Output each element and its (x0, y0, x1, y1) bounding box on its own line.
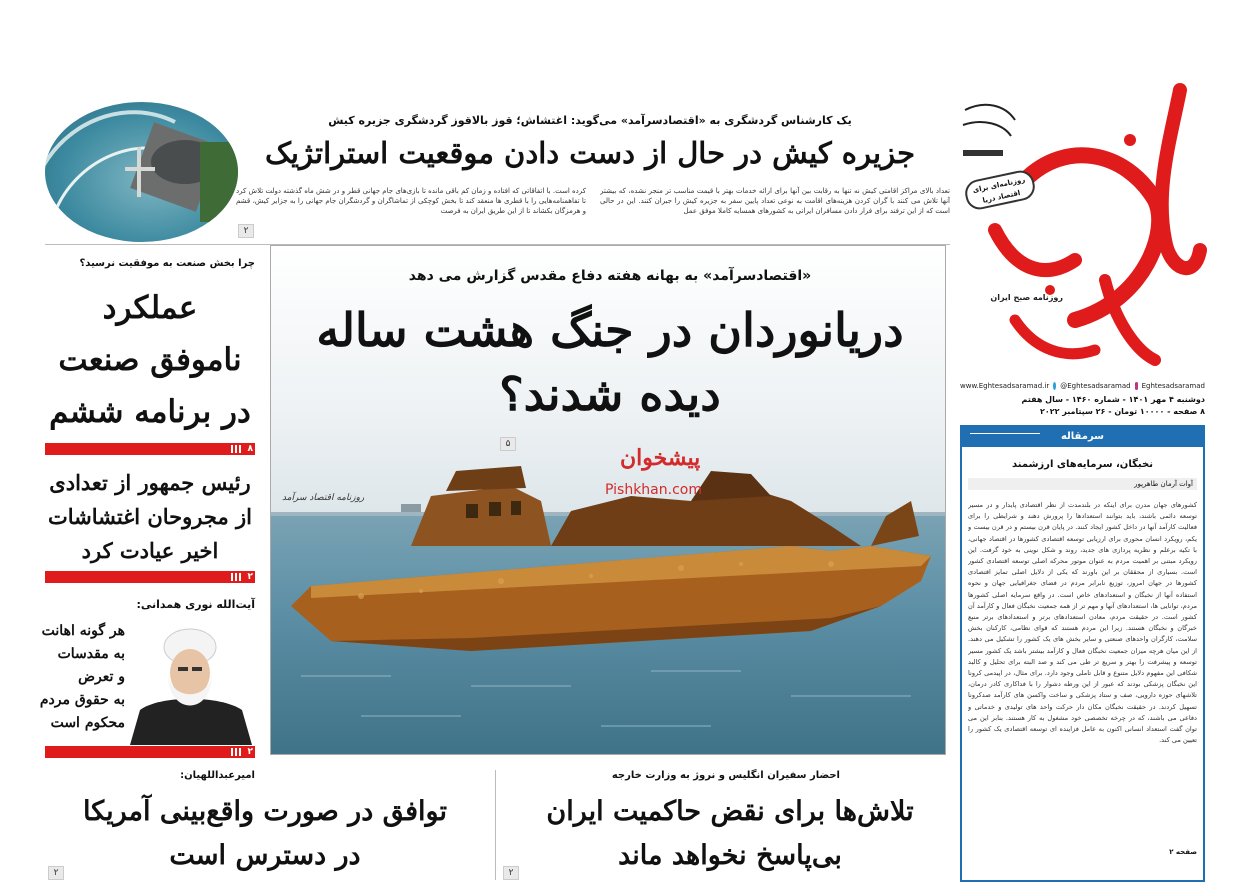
watermark-en: Pishkhan.com (605, 482, 702, 498)
s2-headline-line: رئیس جمهور از تعدادی (49, 470, 251, 495)
issue-line-1: دوشنبه ۴ مهر ۱۴۰۱ - شماره ۱۴۶۰ - سال هفتم (1021, 395, 1205, 404)
s1-headline[interactable] (45, 282, 255, 438)
s3-redbar (45, 746, 255, 758)
bottom-divider (495, 770, 496, 880)
telegram-icon (1053, 382, 1056, 390)
editorial-continues[interactable]: صفحه ۲ (1169, 848, 1197, 856)
instagram-handle[interactable]: Eghtesadsaramad (1141, 382, 1205, 390)
s1-headline-line: در برنامه ششم (49, 394, 251, 430)
issue-line-2: ۸ صفحه - ۱۰۰۰۰ تومان - ۲۶ سپتامبر ۲۰۲۲ (1039, 407, 1205, 416)
watermark-fa: پیشخوان (620, 445, 701, 471)
masthead-subtitle: روزنامه صبح ایران (990, 293, 1063, 302)
s1-redbar (45, 443, 255, 455)
kish-page-number[interactable]: ۲ (238, 224, 254, 238)
social-row (960, 380, 1205, 392)
s3-headline[interactable] (39, 620, 125, 735)
s3-portrait (130, 615, 252, 745)
s3-kicker: آیت‌الله نوری همدانی: (136, 598, 255, 611)
instagram-icon (1135, 382, 1138, 390)
website-link[interactable]: www.Eghtesadsaramad.ir (960, 382, 1050, 390)
s1-kicker: چرا بخش صنعت به موفقیت نرسید؟ (79, 258, 255, 269)
s3-headline-line: هر گونه اهانت (41, 623, 125, 639)
s2-page[interactable]: ۲ (247, 572, 253, 582)
s3-headline-line: به حقوق مردم (39, 692, 125, 708)
s2-headline-line: از مجروحان اغتشاشات (48, 504, 252, 529)
s3-page[interactable]: ۲ (247, 747, 253, 757)
s2-redbar (45, 571, 255, 583)
telegram-handle[interactable]: @Eghtesadsaramad (1060, 382, 1131, 390)
main-headline-line-1[interactable]: دریانوردان در جنگ هشت ساله (316, 303, 904, 357)
kish-col-1: تعداد بالای مراکز اقامتی کیش نه تنها به رقابت بین آنها برای ارائه خدمات بهتر با قیمت مناسب تر منجر نشده، که بیشتر آنها تلاش می کنند با گران کردن هزینه‌های اقامت به نوعی تعداد پایین سفر به جزیره کیش را جبران کنند. این در حالی است که از این ترفند برای فرار دادن مسافران ایرانی به کشورهای همسایه کاملا موفق عمل (600, 187, 950, 215)
editorial-body: کشورهای جهان مدرن برای اینکه در بلندمدت از نظر اقتصادی پایدار و در مسیر توسعه دائمی باشند، باید بتوانند استعدادها را پرورش دهند و شرایطی را برای فعالیت کارآمد آنها در داخل کشور ایجاد کنند. در پایان قرن بیستم و در قرن بیست و یکم، رویکرد انسان محوری برای ارزیابی توسعه اقتصادی کشورها در اقتصاد جهانی، با تکیه برعلم و نظریه پردازی های جدید، روند و شکل نوینی به خود گرفت. این رویکرد مبتنی بر اهمیت مردم به عنوان موتور محرکه اصلی توسعه اقتصادی کشور است. بسیاری از محققان بر این باورند که یکی از دلایل اصلی تمایز اقتصادی کشورها در جهان امروز، توزیع نابرابر مردم در فضای جغرافیایی جهان و نحوه استفاده آنها از نخبگان و استعدادهای خاص است. در واقع سرمایه اصلی کشورها مردم، توانایی ها، استعدادهای آنها و مهم تر از همه جمعیت نخبگان فعال و کارآمد آن کشور است. در حقیقت مردم، معادن استعدادهای برتر و استعدادهای برتر منبع خبرگان و نخبگان هستند. زیرا این مردم هستند که قوای نظامی، کارکنان بخش سلامت، کارگران واحدهای صنعتی و سایر بخش های یک کشور را تشکیل می دهند. از این میان هرچه میزان جمعیت نخبگان فعال و کارآمد بیشتر باشد یک کشور مسیر توسعه و پیشرفت را بهتر و سریع تر طی می کند و صد البته برای تحلیل و کالبد شکافی این مفهوم دلایل متنوع و قابل تاملی وجود دارد. برای مثال، در اپیدمی کرونا این نخبگان پزشکی بودند که عبور از این ورطه دشوار را با فداکاری کادر درمان، تلاشهای حوزه دارویی، صف و ستاد پزشکی و ساخت واکسن های کارآمد صدکرونا تسهیل کردند. در حقیقت نخبگان مکان دار حرکت واحد های تولیدی و خدماتی و دفاعی می باشند، که در چرخه تخصصی خود مشغول به کار هستند. بنابر این می توان گفت استعداد انسانی اکنون به عامل فزاینده ای توسعه اقتصادی یک کشور را تعیین می کند. (968, 501, 1197, 745)
s1-headline-line: عملکرد (102, 290, 198, 326)
s3-headline-line: محکوم است (50, 715, 125, 731)
masthead (955, 80, 1210, 390)
kish-supertitle: یک کارشناس گردشگری به «اقتصادسرآمد» می‌گوید: اغتشاش؛ قوز بالاقوز گردشگری جزیره کیش (328, 114, 852, 127)
editorial-section: سرمقاله (1060, 431, 1105, 442)
bottom-left-page[interactable]: ۲ (48, 866, 64, 880)
s3-headline-line: به مقدسات (57, 646, 125, 662)
editorial-box (960, 425, 1205, 882)
s2-headline[interactable] (45, 466, 255, 568)
bottom-left-headline-line: توافق در صورت واقع‌بینی آمریکا (82, 796, 448, 827)
bottom-right-kicker: احضار سفیران انگلیس و نروژ به وزارت خارجه (611, 770, 840, 781)
s1-page[interactable]: ۸ (247, 444, 253, 454)
bottom-right-headline[interactable] (505, 790, 955, 878)
editorial-title: نخبگان، سرمایه‌های ارزشمند (1012, 459, 1153, 470)
s1-headline-line: ناموفق صنعت (58, 342, 242, 378)
kish-headline[interactable]: جزیره کیش در حال از دست دادن موقعیت استراتژیک (264, 136, 916, 170)
masthead-logo (955, 80, 1210, 380)
bottom-left-headline-line: در دسترس است (169, 840, 361, 871)
main-headline-line-2[interactable]: دیده شدند؟ (499, 367, 721, 421)
main-page-number[interactable]: ۵ (500, 437, 516, 451)
main-supertitle: «اقتصادسرآمد» به بهانه هفته دفاع مقدس گزارش می دهد (408, 268, 812, 284)
editorial-author: آوات آرمان طاهرپور (968, 478, 1197, 490)
photo-caption: روزنامه اقتصاد سرآمد (282, 493, 365, 503)
bottom-left-headline[interactable] (45, 790, 485, 878)
bottom-left-kicker: امیرعبداللهیان: (180, 770, 255, 781)
kish-photo (45, 102, 238, 242)
bottom-right-headline-line: تلاش‌ها برای نقض حاکمیت ایران (546, 796, 914, 827)
badge-text: روزنامه‌ای برای اقتصاد دریا (972, 175, 1026, 205)
bottom-right-page[interactable]: ۲ (503, 866, 519, 880)
kish-col-2: کرده است. با اتفاقاتی که افتاده و زمان کم باقی مانده تا بازی‌های جام جهانی قطر و در شش ماه گذشته دولت تلاش کرد تا تفاهمنامه‌هایی را با قطری ها منعقد کند تا بخش کوچکی از تماشاگران و گردشگران جام جهانی را به جزایر کیش، قشم و هرمزگان بکشاند تا از این طریق ایران به فرصت (236, 187, 586, 215)
editorial-header (962, 427, 1203, 447)
s3-headline-line: و تعرض (78, 669, 125, 685)
s2-headline-line: اخیر عیادت کرد (81, 538, 219, 563)
bottom-right-headline-line: بی‌پاسخ نخواهد ماند (618, 840, 842, 871)
